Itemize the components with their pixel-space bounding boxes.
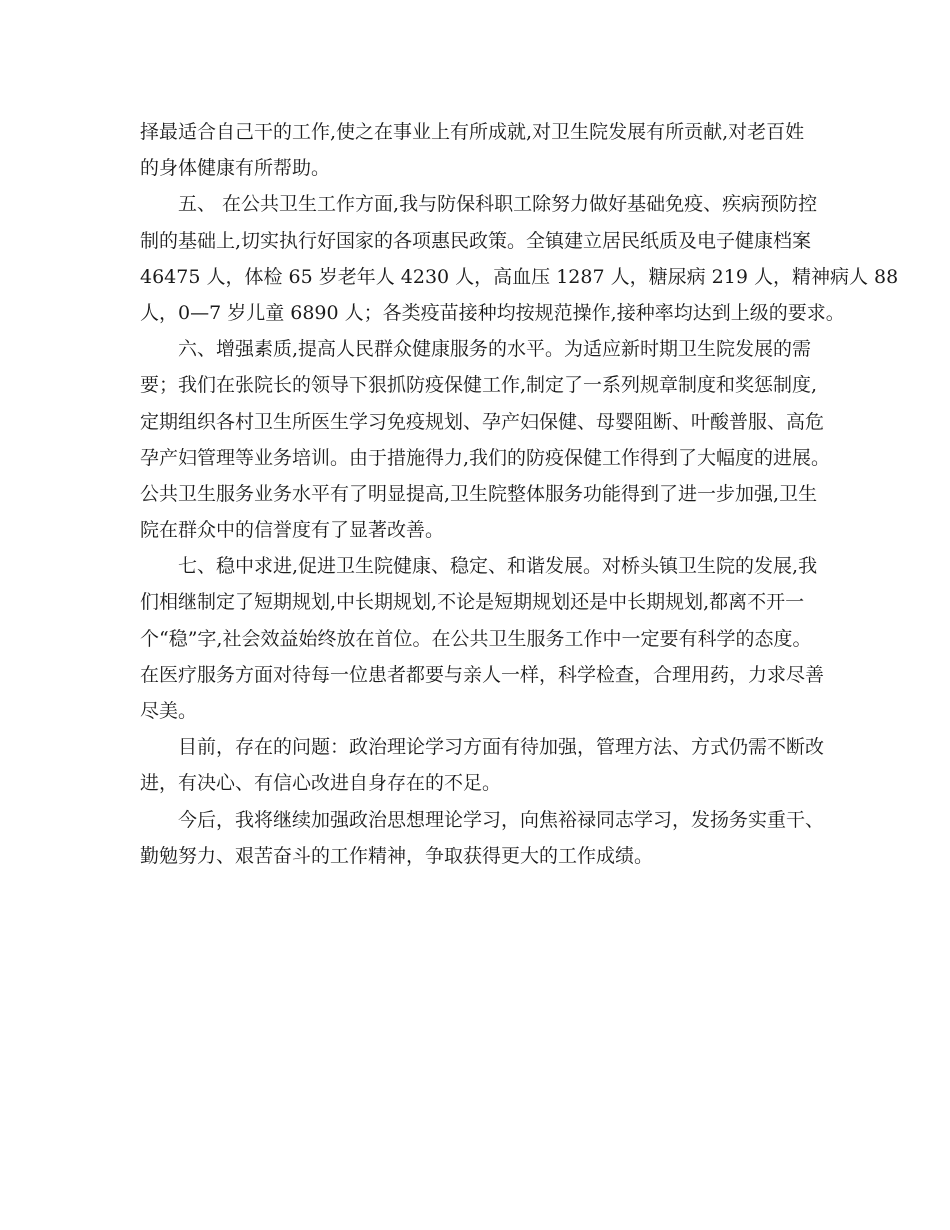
text-line: 公共卫生服务业务水平有了明显提高,卫生院整体服务功能得到了进一步加强,卫生 xyxy=(140,482,818,505)
text-line: 要；我们在张院长的领导下狠抓防疫保健工作,制定了一系列规章制度和奖惩制度, xyxy=(140,374,818,397)
paragraph-start-line: 今后，我将继续加强政治思想理论学习，向焦裕禄同志学习，发扬务实重干、 xyxy=(178,808,825,831)
paragraph-start-line: 五、 在公共卫生工作方面,我与防保科职工除努力做好基础免疫、疾病预防控 xyxy=(178,193,818,216)
text-line: 个“稳”字,社会效益始终放在首位。在公共卫生服务工作中一定要有科学的态度。 xyxy=(140,627,812,650)
text-line: 们相继制定了短期规划,中长期规划,不论是短期规划还是中长期规划,都离不开一 xyxy=(140,591,805,614)
text-line: 定期组织各村卫生所医生学习免疫规划、孕产妇保健、母婴阻断、叶酸普服、高危 xyxy=(140,410,825,433)
text-line: 尽美。 xyxy=(140,700,198,722)
text-line: 制的基础上,切实执行好国家的各项惠民政策。全镇建立居民纸质及电子健康档案 xyxy=(140,229,812,252)
text-line: 人，0—7 岁儿童 6890 人；各类疫苗接种均按规范操作,接种率均达到上级的要求。 xyxy=(140,301,845,324)
text-line: 在医疗服务方面对待每一位患者都要与亲人一样，科学检查，合理用药，力求尽善 xyxy=(140,663,825,686)
text-line: 孕产妇管理等业务培训。由于措施得力,我们的防疫保健工作得到了大幅度的进展。 xyxy=(140,446,831,469)
text-line: 进，有决心、有信心改进自身存在的不足。 xyxy=(140,772,502,795)
paragraph-start-line: 七、稳中求进,促进卫生院健康、稳定、和谐发展。对桥头镇卫生院的发展,我 xyxy=(178,555,818,578)
text-line: 勤勉努力、艰苦奋斗的工作精神，争取获得更大的工作成绩。 xyxy=(140,844,654,867)
text-line: 46475 人，体检 65 岁老年人 4230 人，高血压 1287 人，糖尿病 219 人，精神病人 88 xyxy=(140,265,899,288)
text-line: 择最适合自己干的工作,使之在事业上有所成就,对卫生院发展有所贡献,对老百姓 xyxy=(140,121,805,143)
document-body xyxy=(140,114,899,874)
paragraph-start-line: 目前，存在的问题：政治理论学习方面有待加强，管理方法、方式仍需不断改 xyxy=(178,736,825,759)
paragraph-start-line: 六、增强素质,提高人民群众健康服务的水平。为适应新时期卫生院发展的需 xyxy=(178,338,812,361)
text-line: 院在群众中的信誉度有了显著改善。 xyxy=(140,519,445,542)
text-line: 的身体健康有所帮助。 xyxy=(140,157,331,180)
